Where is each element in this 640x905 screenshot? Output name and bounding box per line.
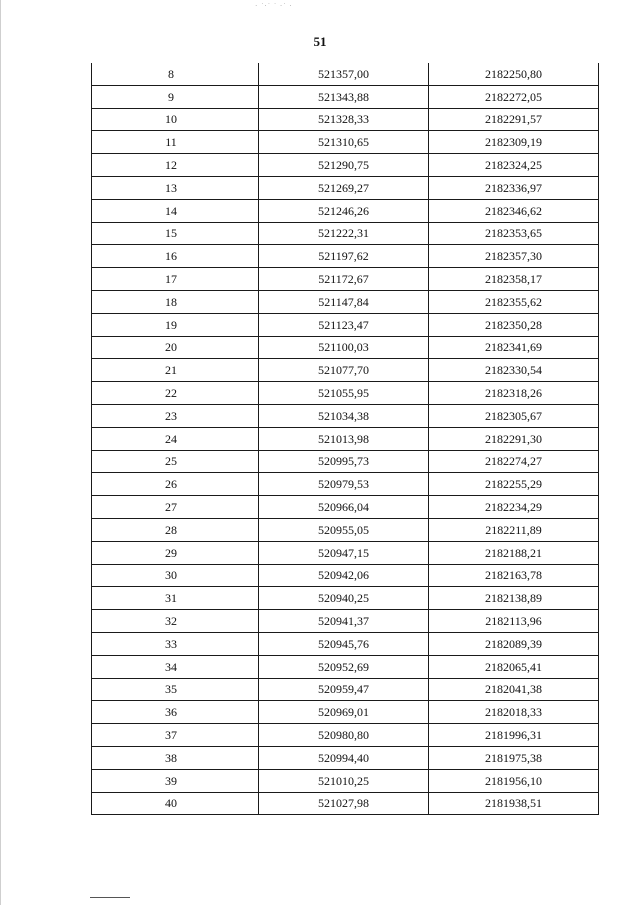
point-number-cell: 36 <box>92 701 259 724</box>
y-coordinate-cell: 2182041,38 <box>429 678 599 701</box>
y-coordinate-cell: 2182318,26 <box>429 382 599 405</box>
table-row <box>92 724 599 747</box>
x-coordinate-cell: 521010,25 <box>259 769 429 792</box>
point-number-cell: 39 <box>92 769 259 792</box>
point-number-cell: 37 <box>92 724 259 747</box>
coordinates-table-body <box>92 63 599 815</box>
point-number-cell: 33 <box>92 632 259 655</box>
y-coordinate-cell: 2182255,29 <box>429 473 599 496</box>
table-row <box>92 199 599 222</box>
point-number-cell: 32 <box>92 610 259 633</box>
y-coordinate-cell: 2182163,78 <box>429 564 599 587</box>
table-row <box>92 176 599 199</box>
table-row <box>92 518 599 541</box>
y-coordinate-cell: 2182065,41 <box>429 655 599 678</box>
point-number-cell: 19 <box>92 313 259 336</box>
x-coordinate-cell: 520969,01 <box>259 701 429 724</box>
y-coordinate-cell: 2182357,30 <box>429 245 599 268</box>
y-coordinate-cell: 2181975,38 <box>429 746 599 769</box>
y-coordinate-cell: 2182250,80 <box>429 63 599 85</box>
page-edge-line <box>0 0 1 905</box>
y-coordinate-cell: 2182272,05 <box>429 85 599 108</box>
x-coordinate-cell: 520966,04 <box>259 496 429 519</box>
x-coordinate-cell: 520959,47 <box>259 678 429 701</box>
point-number-cell: 22 <box>92 382 259 405</box>
y-coordinate-cell: 2182330,54 <box>429 359 599 382</box>
point-number-cell: 11 <box>92 131 259 154</box>
x-coordinate-cell: 521027,98 <box>259 792 429 815</box>
y-coordinate-cell: 2182291,30 <box>429 427 599 450</box>
table-row <box>92 336 599 359</box>
table-row <box>92 473 599 496</box>
x-coordinate-cell: 521328,33 <box>259 108 429 131</box>
point-number-cell: 26 <box>92 473 259 496</box>
point-number-cell: 10 <box>92 108 259 131</box>
table-row <box>92 792 599 815</box>
table-row <box>92 404 599 427</box>
table-row <box>92 632 599 655</box>
point-number-cell: 15 <box>92 222 259 245</box>
x-coordinate-cell: 521310,65 <box>259 131 429 154</box>
y-coordinate-cell: 2182305,67 <box>429 404 599 427</box>
table-row <box>92 268 599 291</box>
y-coordinate-cell: 2182089,39 <box>429 632 599 655</box>
table-row <box>92 564 599 587</box>
scan-artifact: · ˙·˙ ˙ ·˙ · <box>255 2 293 10</box>
table-row <box>92 222 599 245</box>
y-coordinate-cell: 2181996,31 <box>429 724 599 747</box>
y-coordinate-cell: 2182211,89 <box>429 518 599 541</box>
x-coordinate-cell: 521013,98 <box>259 427 429 450</box>
table-row <box>92 382 599 405</box>
point-number-cell: 35 <box>92 678 259 701</box>
table-row <box>92 427 599 450</box>
x-coordinate-cell: 521197,62 <box>259 245 429 268</box>
table-row <box>92 769 599 792</box>
y-coordinate-cell: 2182188,21 <box>429 541 599 564</box>
x-coordinate-cell: 521077,70 <box>259 359 429 382</box>
y-coordinate-cell: 2182113,96 <box>429 610 599 633</box>
y-coordinate-cell: 2182355,62 <box>429 290 599 313</box>
point-number-cell: 17 <box>92 268 259 291</box>
x-coordinate-cell: 521147,84 <box>259 290 429 313</box>
y-coordinate-cell: 2182138,89 <box>429 587 599 610</box>
table-row <box>92 746 599 769</box>
point-number-cell: 30 <box>92 564 259 587</box>
table-row <box>92 587 599 610</box>
page-number: 51 <box>313 34 327 49</box>
x-coordinate-cell: 520980,80 <box>259 724 429 747</box>
table-row <box>92 678 599 701</box>
y-coordinate-cell: 2182336,97 <box>429 176 599 199</box>
x-coordinate-cell: 521100,03 <box>259 336 429 359</box>
y-coordinate-cell: 2182358,17 <box>429 268 599 291</box>
y-coordinate-cell: 2182291,57 <box>429 108 599 131</box>
point-number-cell: 28 <box>92 518 259 541</box>
x-coordinate-cell: 520952,69 <box>259 655 429 678</box>
point-number-cell: 13 <box>92 176 259 199</box>
y-coordinate-cell: 2182274,27 <box>429 450 599 473</box>
point-number-cell: 31 <box>92 587 259 610</box>
y-coordinate-cell: 2182353,65 <box>429 222 599 245</box>
table-row <box>92 245 599 268</box>
table-row <box>92 496 599 519</box>
table-row <box>92 108 599 131</box>
point-number-cell: 21 <box>92 359 259 382</box>
x-coordinate-cell: 521343,88 <box>259 85 429 108</box>
table-row <box>92 701 599 724</box>
x-coordinate-cell: 520942,06 <box>259 564 429 587</box>
point-number-cell: 40 <box>92 792 259 815</box>
x-coordinate-cell: 520979,53 <box>259 473 429 496</box>
table-row <box>92 655 599 678</box>
x-coordinate-cell: 520995,73 <box>259 450 429 473</box>
point-number-cell: 24 <box>92 427 259 450</box>
point-number-cell: 25 <box>92 450 259 473</box>
x-coordinate-cell: 520941,37 <box>259 610 429 633</box>
x-coordinate-cell: 520947,15 <box>259 541 429 564</box>
coordinates-table <box>91 63 599 815</box>
x-coordinate-cell: 520994,40 <box>259 746 429 769</box>
y-coordinate-cell: 2182341,69 <box>429 336 599 359</box>
table-row <box>92 610 599 633</box>
x-coordinate-cell: 521357,00 <box>259 63 429 85</box>
table-row <box>92 313 599 336</box>
y-coordinate-cell: 2182346,62 <box>429 199 599 222</box>
table-row <box>92 450 599 473</box>
point-number-cell: 23 <box>92 404 259 427</box>
point-number-cell: 34 <box>92 655 259 678</box>
point-number-cell: 9 <box>92 85 259 108</box>
x-coordinate-cell: 521290,75 <box>259 154 429 177</box>
y-coordinate-cell: 2181956,10 <box>429 769 599 792</box>
point-number-cell: 12 <box>92 154 259 177</box>
point-number-cell: 8 <box>92 63 259 85</box>
table-row <box>92 290 599 313</box>
x-coordinate-cell: 521172,67 <box>259 268 429 291</box>
point-number-cell: 38 <box>92 746 259 769</box>
point-number-cell: 16 <box>92 245 259 268</box>
point-number-cell: 18 <box>92 290 259 313</box>
y-coordinate-cell: 2182309,19 <box>429 131 599 154</box>
x-coordinate-cell: 521269,27 <box>259 176 429 199</box>
footer-rule <box>90 897 130 898</box>
table-row <box>92 541 599 564</box>
point-number-cell: 27 <box>92 496 259 519</box>
x-coordinate-cell: 521034,38 <box>259 404 429 427</box>
table-row <box>92 154 599 177</box>
x-coordinate-cell: 521055,95 <box>259 382 429 405</box>
y-coordinate-cell: 2182234,29 <box>429 496 599 519</box>
x-coordinate-cell: 521123,47 <box>259 313 429 336</box>
y-coordinate-cell: 2181938,51 <box>429 792 599 815</box>
y-coordinate-cell: 2182324,25 <box>429 154 599 177</box>
x-coordinate-cell: 520945,76 <box>259 632 429 655</box>
y-coordinate-cell: 2182350,28 <box>429 313 599 336</box>
x-coordinate-cell: 521222,31 <box>259 222 429 245</box>
table-row <box>92 63 599 85</box>
x-coordinate-cell: 520940,25 <box>259 587 429 610</box>
point-number-cell: 29 <box>92 541 259 564</box>
x-coordinate-cell: 521246,26 <box>259 199 429 222</box>
point-number-cell: 20 <box>92 336 259 359</box>
table-row <box>92 359 599 382</box>
table-row <box>92 131 599 154</box>
x-coordinate-cell: 520955,05 <box>259 518 429 541</box>
point-number-cell: 14 <box>92 199 259 222</box>
y-coordinate-cell: 2182018,33 <box>429 701 599 724</box>
table-row <box>92 85 599 108</box>
